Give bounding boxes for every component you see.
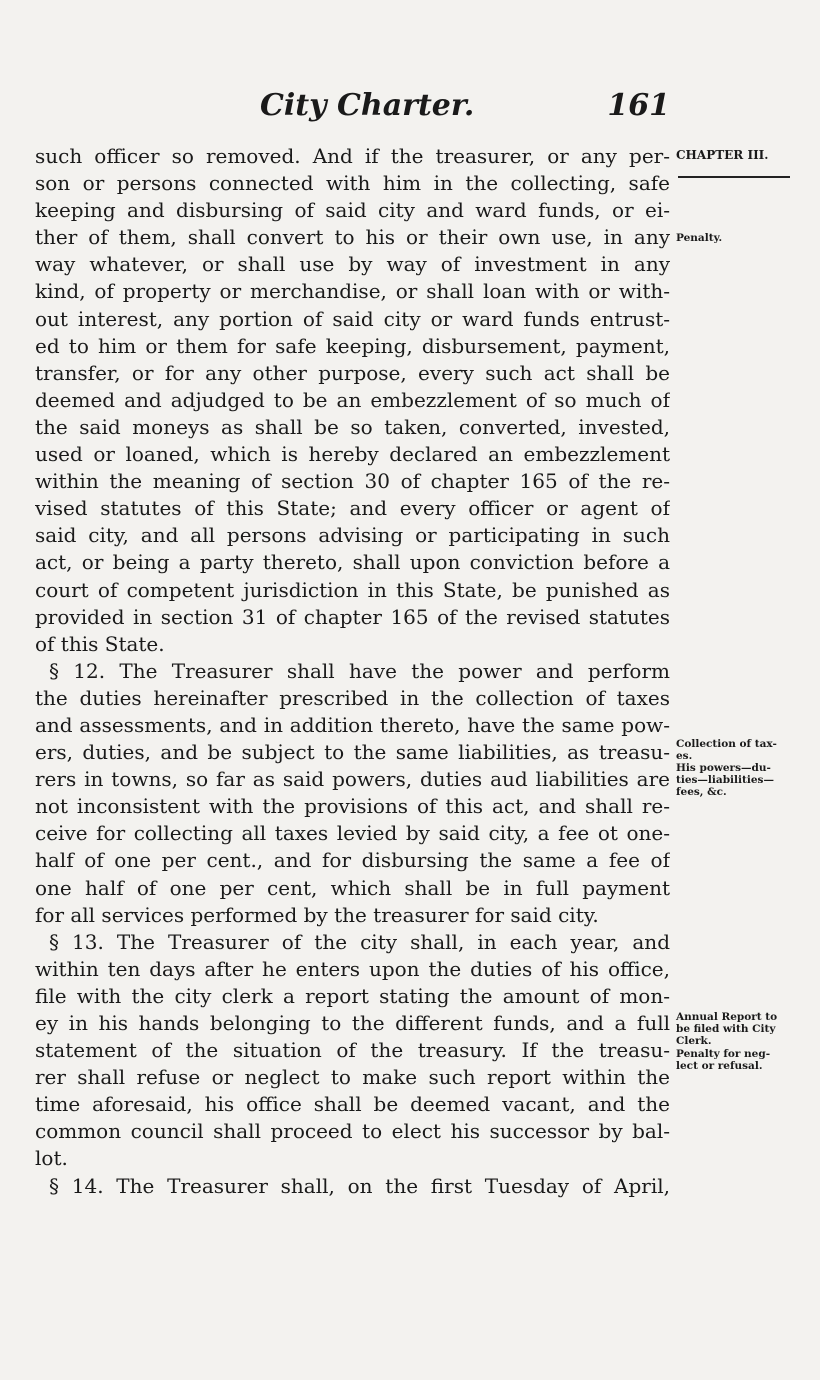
text-line: statement of the situation of the treasury. If the treasu- <box>35 1038 670 1063</box>
sidenote-collection: es. <box>676 750 693 762</box>
text-line: ed to him or them for safe keeping, disbursement, payment, <box>35 333 670 358</box>
text-line: son or persons connected with him in the collecting, safe <box>35 171 670 196</box>
text-line: within ten days after he enters upon the duties of his office, <box>35 956 670 981</box>
text-line: rer shall refuse or neglect to make such report within the <box>35 1065 670 1090</box>
sidenote-annual-report: Clerk. <box>676 1035 712 1047</box>
text-line: keeping and disbursing of said city and ward funds, or ei- <box>35 198 670 223</box>
sidenote-annual-report: be filed with City <box>676 1023 776 1035</box>
text-line: one half of one per cent, which shall be in full payment <box>35 875 670 900</box>
running-head <box>260 88 670 123</box>
text-line: and assessments, and in addition thereto, have the same pow- <box>35 712 670 737</box>
text-line: the said moneys as shall be so taken, converted, invested, <box>35 414 670 439</box>
text-line: file with the city clerk a report stating the amount of mon- <box>35 983 670 1008</box>
sidenote-powers: fees, &c. <box>676 786 727 798</box>
page-number: 161 <box>607 88 670 123</box>
text-line: ther of them, shall convert to his or their own use, in any <box>35 225 670 250</box>
sidenote-annual-report: Annual Report to <box>676 1011 778 1023</box>
text-line: the duties hereinafter prescribed in the collection of taxes <box>35 685 670 710</box>
sidenote-chapter: CHAPTER III. <box>676 148 769 162</box>
text-line: ers, duties, and be subject to the same liabilities, as treasu- <box>35 740 670 765</box>
chapter-rule <box>678 176 790 178</box>
section-13-heading-line: § 13. The Treasurer of the city shall, in each year, and <box>49 929 670 954</box>
text-line: time aforesaid, his office shall be deemed vacant, and the <box>35 1092 670 1117</box>
text-line: out interest, any portion of said city or ward funds entrust- <box>35 306 670 331</box>
sidenote-neglect-penalty: lect or refusal. <box>676 1060 763 1072</box>
text-line: way whatever, or shall use by way of investment in any <box>35 252 670 277</box>
section-12-heading-line: § 12. The Treasurer shall have the power and perform <box>49 658 670 683</box>
text-line: for all services performed by the treasurer for said city. <box>35 902 599 927</box>
text-line: rers in towns, so far as said powers, duties aud liabilities are <box>35 767 670 792</box>
text-line: said city, and all persons advising or participating in such <box>35 523 670 548</box>
text-line: not inconsistent with the provisions of this act, and shall re- <box>35 794 670 819</box>
text-line: used or loaned, which is hereby declared an embezzlement <box>35 442 670 467</box>
text-line: ey in his hands belonging to the different funds, and a full <box>35 1011 670 1035</box>
text-line: deemed and adjudged to be an embezzlement of so much of <box>35 387 670 412</box>
sidenote-neglect-penalty: Penalty for neg- <box>676 1048 771 1060</box>
sidenote-powers: ties—liabilities— <box>676 774 774 786</box>
text-line: transfer, or for any other purpose, every such act shall be <box>35 360 670 385</box>
section-14-heading-line: § 14. The Treasurer shall, on the first Tuesday of April, <box>49 1173 670 1198</box>
text-line: kind, of property or merchandise, or shall loan with or with- <box>35 279 670 304</box>
sidenote-powers: His powers—du- <box>676 762 771 774</box>
text-line: common council shall proceed to elect his successor by bal- <box>35 1119 670 1144</box>
text-line: such officer so removed. And if the treasurer, or any per- <box>35 144 670 168</box>
text-line: ceive for collecting all taxes levied by said city, a fee ot one- <box>35 821 670 846</box>
text-line: lot. <box>35 1146 68 1171</box>
sidenote-collection: Collection of tax- <box>676 738 777 750</box>
sidenote-penalty: Penalty. <box>676 232 723 244</box>
body-text <box>35 143 670 1200</box>
text-line: within the meaning of section 30 of chapter 165 of the re- <box>35 469 670 494</box>
text-line: of this State. <box>35 631 165 656</box>
text-line: provided in section 31 of chapter 165 of the revised statutes <box>35 604 670 629</box>
text-line: vised statutes of this State; and every officer or agent of <box>35 496 670 521</box>
text-line: half of one per cent., and for disbursing the same a fee of <box>35 848 670 873</box>
text-line: act, or being a party thereto, shall upon conviction before a <box>35 550 670 575</box>
running-title: City Charter. <box>260 88 475 123</box>
text-line: court of competent jurisdiction in this State, be punished as <box>35 577 670 602</box>
